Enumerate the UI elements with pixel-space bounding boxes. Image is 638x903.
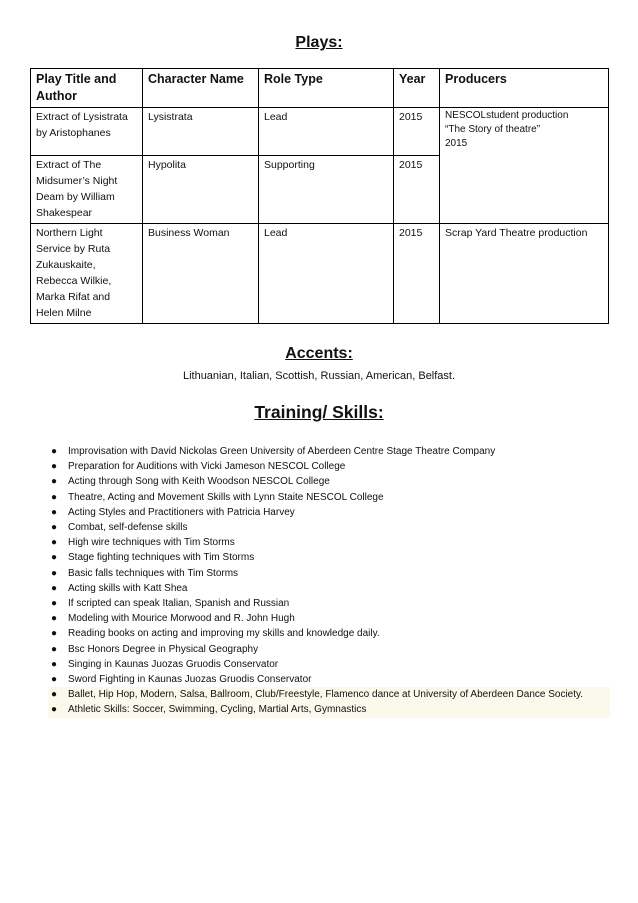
character-cell: Business Woman <box>143 224 259 324</box>
list-item <box>48 490 610 505</box>
training-heading: Training/ Skills: <box>254 402 384 422</box>
year-cell: 2015 <box>394 224 440 324</box>
bullet-icon: ● <box>51 582 58 594</box>
bullet-icon: ● <box>51 704 58 716</box>
bullet-icon: ● <box>51 506 58 518</box>
bullet-icon: ● <box>51 476 58 488</box>
producers-line: 2015 <box>445 138 468 149</box>
skill-text: Preparation for Auditions with Vicki Jameson NESCOL College <box>68 461 346 473</box>
accents-heading: Accents: <box>285 345 353 362</box>
table-row <box>31 108 609 156</box>
bullet-icon: ● <box>51 446 58 457</box>
column-header-producers: Producers <box>440 69 609 108</box>
bullet-icon: ● <box>51 461 58 473</box>
skill-text: Stage fighting techniques with Tim Storms <box>68 552 255 564</box>
column-header-character: Character Name <box>143 69 259 108</box>
skill-text: Theatre, Acting and Movement Skills with Lynn Staite NESCOL College <box>68 491 384 503</box>
skill-text: High wire techniques with Tim Storms <box>68 537 235 549</box>
role-type-cell: Lead <box>259 108 394 156</box>
skill-text: If scripted can speak Italian, Spanish and Russian <box>68 598 290 610</box>
table-row <box>31 224 609 324</box>
list-item <box>48 642 610 657</box>
producers-line: “The Story of theatre” <box>445 124 541 135</box>
skills-list <box>48 444 610 718</box>
list-item <box>48 459 610 474</box>
bullet-icon: ● <box>51 628 58 640</box>
bullet-icon: ● <box>51 643 58 655</box>
skill-text: Acting Styles and Practitioners with Patricia Harvey <box>68 506 295 518</box>
list-item <box>48 566 610 581</box>
list-item <box>48 702 610 717</box>
play-title-cell: Extract of Lysistrata by Aristophanes <box>31 108 143 156</box>
list-item <box>48 657 610 672</box>
bullet-icon: ● <box>51 598 58 610</box>
skill-text: Acting through Song with Keith Woodson NESCOL College <box>68 476 330 488</box>
accents-list: Lithuanian, Italian, Scottish, Russian, American, Belfast. <box>182 370 456 382</box>
character-cell: Hypolita <box>143 156 259 224</box>
skill-text: Modeling with Mourice Morwood and R. John Hugh <box>68 613 295 625</box>
column-header-year: Year <box>394 69 440 108</box>
list-item <box>48 672 610 687</box>
list-item <box>48 505 610 520</box>
list-item <box>48 474 610 489</box>
bullet-icon: ● <box>51 522 58 534</box>
producers-cell <box>440 108 609 224</box>
producers-cell: Scrap Yard Theatre production <box>440 224 609 324</box>
plays-heading: Plays: <box>295 34 343 51</box>
skill-text: Sword Fighting in Kaunas Juozas Gruodis Conservator <box>68 674 312 686</box>
list-item <box>48 550 610 565</box>
bullet-icon: ● <box>51 537 58 549</box>
year-cell: 2015 <box>394 156 440 224</box>
list-item <box>48 611 610 626</box>
bullet-icon: ● <box>51 613 58 625</box>
skill-text: Acting skills with Katt Shea <box>68 582 188 594</box>
list-item <box>48 535 610 550</box>
skill-text: Bsc Honors Degree in Physical Geography <box>68 643 259 655</box>
play-title-cell: Extract of The Midsumer’s Night Deam by William Shakespear <box>31 156 143 224</box>
bullet-icon: ● <box>51 552 58 564</box>
play-title-cell: Northern Light Service by Ruta Zukauskaite, Rebecca Wilkie, Marka Rifat and Helen Milne <box>31 224 143 324</box>
table-header-row <box>31 69 609 108</box>
list-item <box>48 520 610 535</box>
bullet-icon: ● <box>51 491 58 503</box>
list-item <box>48 687 610 702</box>
column-header-role-type: Role Type <box>259 69 394 108</box>
bullet-icon: ● <box>51 658 58 670</box>
list-item <box>48 596 610 611</box>
bullet-icon: ● <box>51 674 58 686</box>
bullet-icon: ● <box>51 567 58 579</box>
column-header-play-title: Play Title and Author <box>31 69 143 108</box>
year-cell: 2015 <box>394 108 440 156</box>
role-type-cell: Supporting <box>259 156 394 224</box>
skill-text: Improvisation with David Nickolas Green University of Aberdeen Centre Stage Theatre Company <box>68 446 496 457</box>
plays-table <box>30 68 609 324</box>
bullet-icon: ● <box>51 689 58 701</box>
role-type-cell: Lead <box>259 224 394 324</box>
list-item <box>48 581 610 596</box>
producers-line: NESCOLstudent production <box>445 110 569 121</box>
list-item <box>48 444 610 459</box>
skill-text: Athletic Skills: Soccer, Swimming, Cycling, Martial Arts, Gymnastics <box>68 704 367 716</box>
skill-text: Singing in Kaunas Juozas Gruodis Conservator <box>68 658 279 670</box>
skill-text: Ballet, Hip Hop, Modern, Salsa, Ballroom, Club/Freestyle, Flamenco dance at University of Aberdeen Dance Society. <box>68 689 584 701</box>
character-cell: Lysistrata <box>143 108 259 156</box>
skill-text: Combat, self-defense skills <box>68 522 188 534</box>
list-item <box>48 626 610 641</box>
skill-text: Reading books on acting and improving my skills and knowledge daily. <box>68 628 380 640</box>
skill-text: Basic falls techniques with Tim Storms <box>68 567 239 579</box>
